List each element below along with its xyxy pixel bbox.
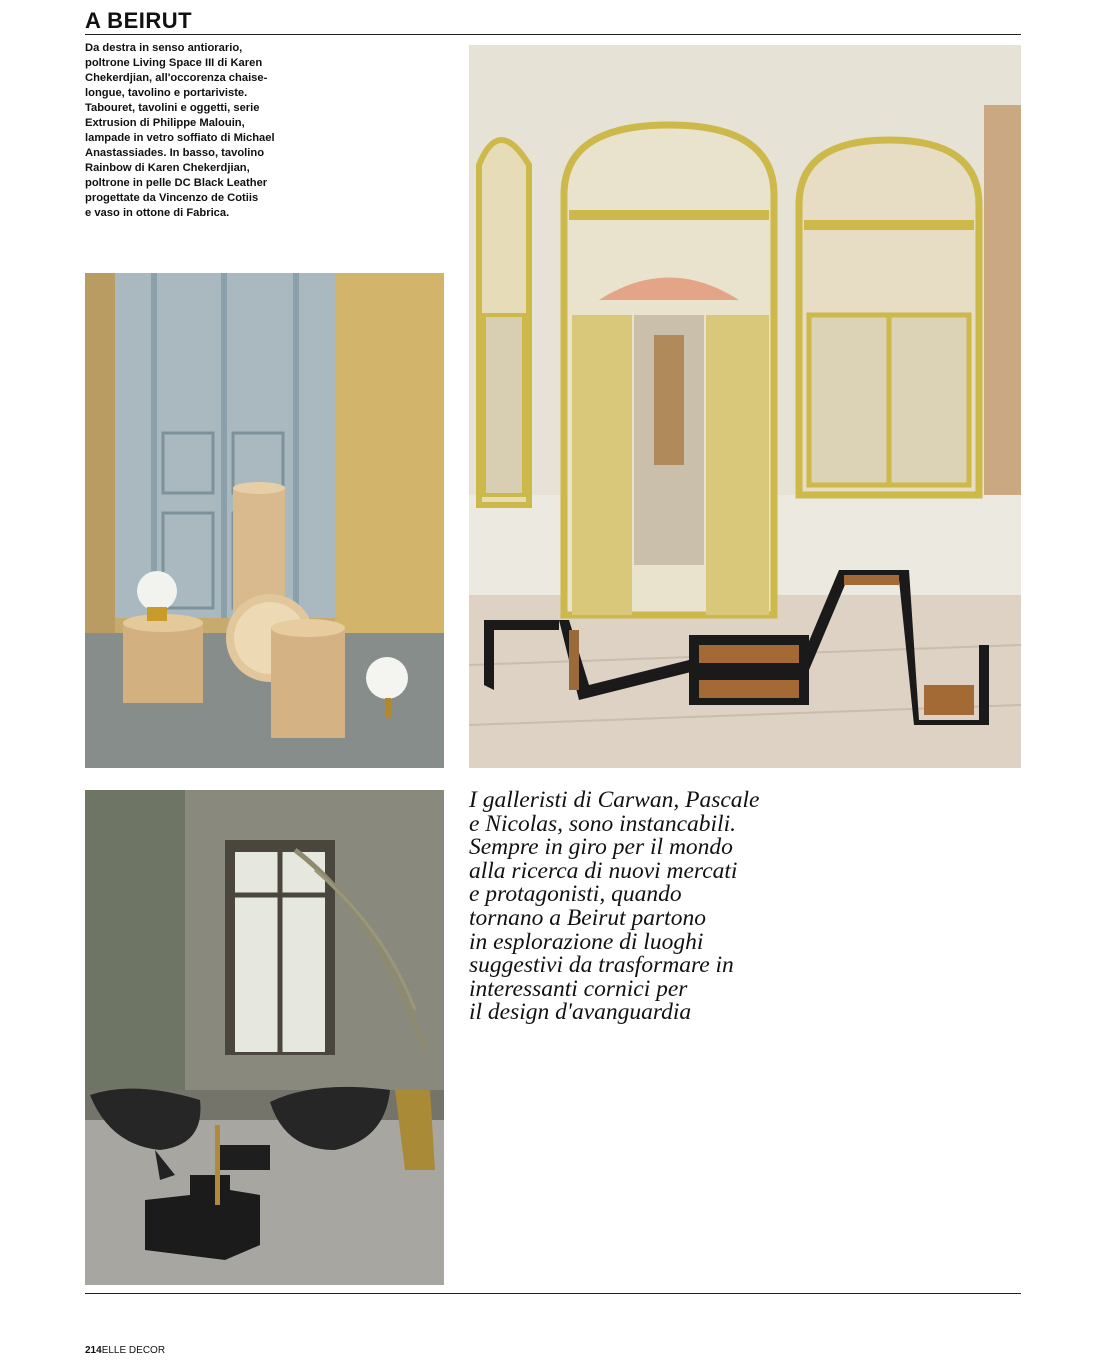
photo-caption bbox=[85, 41, 335, 221]
quote-line: alla ricerca di nuovi mercati bbox=[469, 857, 738, 884]
quote-line: interessanti cornici per bbox=[469, 975, 688, 1002]
photo-yellow-arches-chaise bbox=[469, 45, 1021, 768]
quote-line: in esplorazione di luoghi bbox=[469, 928, 704, 955]
caption-line: lampade in vetro soffiato di Michael bbox=[85, 132, 275, 144]
quote-line: tornano a Beirut partono bbox=[469, 904, 706, 931]
bottom-divider bbox=[85, 1293, 1021, 1294]
caption-line: Anastassiades. In basso, tavolino bbox=[85, 147, 265, 159]
quote-line: I galleristi di Carwan, Pascale bbox=[469, 787, 760, 813]
top-divider bbox=[85, 34, 1021, 35]
quote-line: e protagonisti, quando bbox=[469, 881, 682, 908]
page-folio bbox=[85, 1345, 165, 1356]
quote-line: e Nicolas, sono instancabili. bbox=[469, 810, 736, 837]
caption-line: longue, tavolino e portariviste. bbox=[85, 87, 248, 99]
photo-black-leather-chairs bbox=[85, 790, 444, 1285]
quote-line: suggestivi da trasformare in bbox=[469, 952, 734, 979]
caption-line: Rainbow di Karen Chekerdjian, bbox=[85, 162, 250, 174]
page-number: 214 bbox=[85, 1345, 102, 1356]
photo-stools-blue-door bbox=[85, 273, 444, 768]
quote-line: il design d'avanguardia bbox=[469, 999, 692, 1026]
section-title: A BEIRUT bbox=[85, 8, 193, 33]
magazine-name: ELLE DECOR bbox=[101, 1345, 166, 1356]
caption-line: Tabouret, tavolini e oggetti, serie bbox=[85, 102, 260, 114]
caption-line: e vaso in ottone di Fabrica. bbox=[85, 207, 230, 219]
pull-quote bbox=[469, 789, 829, 1025]
caption-line: Chekerdjian, all'occorenza chaise- bbox=[85, 72, 268, 84]
caption-line: poltrone Living Space III di Karen bbox=[85, 57, 263, 69]
caption-line: progettate da Vincenzo de Cotiis bbox=[85, 192, 259, 204]
caption-line: Extrusion di Philippe Malouin, bbox=[85, 117, 245, 129]
quote-line: Sempre in giro per il mondo bbox=[469, 834, 733, 861]
caption-line: Da destra in senso antiorario, bbox=[85, 42, 243, 54]
caption-line: poltrone in pelle DC Black Leather bbox=[85, 177, 268, 189]
